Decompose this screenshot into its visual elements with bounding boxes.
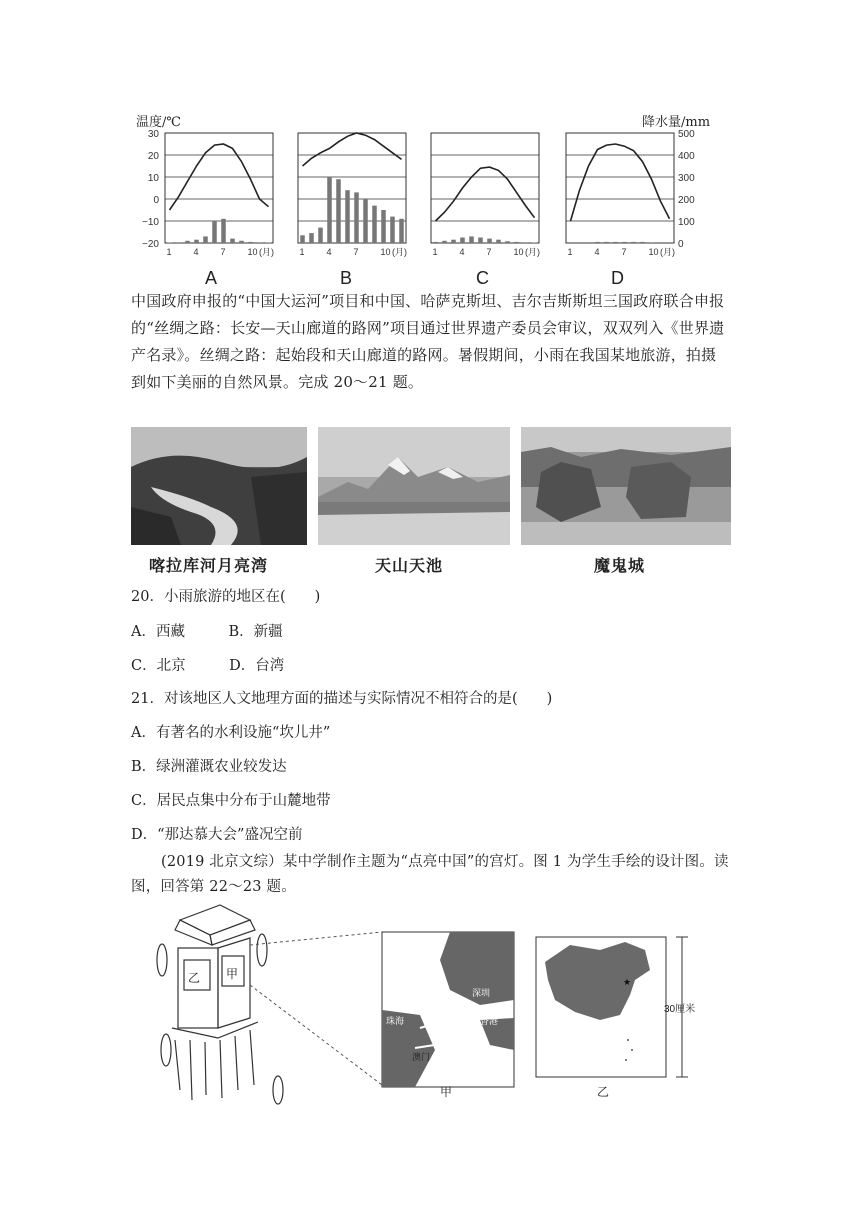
precip-bar bbox=[248, 242, 253, 243]
precip-bar bbox=[451, 240, 456, 243]
photo-devil-city bbox=[521, 427, 731, 545]
precip-bar bbox=[595, 242, 600, 243]
precip-bar bbox=[318, 228, 323, 243]
precip-bar bbox=[478, 238, 483, 244]
svg-text:★: ★ bbox=[623, 977, 632, 987]
temperature-line bbox=[571, 144, 670, 221]
chart-frame bbox=[298, 133, 406, 243]
temperature-line bbox=[436, 167, 535, 221]
photo-caption-tianchi: 天山天池 bbox=[375, 556, 444, 575]
precipitation-tick-label: 0 bbox=[678, 239, 684, 250]
month-tick-label: 4 bbox=[193, 247, 199, 257]
month-unit-label: (月) bbox=[392, 247, 407, 257]
question-20-options-ab: A．西藏 B．新疆 bbox=[131, 624, 283, 640]
month-tick-label: 4 bbox=[326, 247, 332, 257]
month-unit-label: (月) bbox=[259, 247, 274, 257]
temperature-tick-label: −10 bbox=[142, 217, 159, 228]
precip-bar bbox=[230, 239, 235, 243]
month-tick-label: 7 bbox=[353, 247, 359, 257]
month-tick-label: 10 bbox=[380, 247, 391, 257]
temperature-tick-label: 10 bbox=[147, 173, 159, 184]
temperature-tick-label: 20 bbox=[147, 151, 159, 162]
precip-bar bbox=[309, 233, 314, 243]
precipitation-tick-label: 200 bbox=[678, 195, 695, 206]
precip-bar bbox=[176, 242, 181, 243]
photo-tianchi-lake bbox=[318, 427, 510, 545]
month-tick-label: 7 bbox=[220, 247, 226, 257]
precip-bar bbox=[649, 242, 654, 243]
question-21-option-a: A．有著名的水利设施“坎儿井” bbox=[131, 725, 331, 741]
question-21-option-d: D．“那达慕大会”盛况空前 bbox=[131, 827, 303, 843]
month-tick-label: 1 bbox=[166, 247, 172, 257]
chart-frame bbox=[165, 133, 273, 243]
question-20-options-cd: C．北京 D．台湾 bbox=[131, 658, 285, 674]
precip-bar bbox=[327, 177, 332, 243]
climate-charts bbox=[125, 125, 725, 265]
precip-bar bbox=[336, 179, 341, 243]
intro-paragraph: 中国政府申报的“中国大运河”项目和中国、哈萨克斯坦、吉尔吉斯斯坦三国政府联合申报的“丝绸之路：长安—天山廊道的路网”项目通过世界遗产委员会审议，双双列入《世界遗产名录》。丝绸之路：起始段和天山廊道的路网。暑假期间，小雨在我国某地旅游，拍摄到如下美丽的自然风景。完成 20～21 题。 bbox=[131, 292, 725, 391]
question-21-option-c: C．居民点集中分布于山麓地带 bbox=[131, 793, 331, 809]
lantern-drawing bbox=[157, 905, 283, 1104]
precip-bar bbox=[514, 242, 519, 243]
map-label-zhuhai: 珠海 bbox=[386, 1016, 405, 1026]
chart-frame bbox=[431, 133, 539, 243]
chart-letter-b: B bbox=[340, 268, 353, 288]
precip-bar bbox=[194, 240, 199, 243]
precip-bar bbox=[640, 242, 645, 243]
caption-jia: 甲 bbox=[440, 1085, 453, 1099]
lantern-intro-paragraph: (2019 北京文综）某中学制作主题为“点亮中国”的宫灯。图 1 为学生手绘的设计图。读图，回答第 22～23 题。 bbox=[131, 854, 729, 895]
month-unit-label: (月) bbox=[660, 247, 675, 257]
precip-bar bbox=[433, 242, 438, 243]
chart-frame bbox=[566, 133, 674, 243]
precip-bar bbox=[487, 239, 492, 243]
precip-bar bbox=[381, 210, 386, 243]
photo-caption-devil-city: 魔鬼城 bbox=[594, 556, 646, 575]
precip-bar bbox=[622, 242, 627, 243]
precip-bar bbox=[613, 242, 618, 243]
precip-bar bbox=[372, 206, 377, 243]
month-tick-label: 4 bbox=[459, 247, 465, 257]
lantern-panel-jia: 甲 bbox=[226, 967, 239, 981]
precip-bar bbox=[523, 242, 528, 243]
precip-bar bbox=[345, 190, 350, 243]
lantern-panel-yi: 乙 bbox=[188, 971, 201, 985]
precip-bar bbox=[203, 236, 208, 243]
precip-bar bbox=[363, 199, 368, 243]
precip-bar bbox=[631, 242, 636, 243]
precip-bar bbox=[442, 241, 447, 243]
precip-bar bbox=[505, 241, 510, 243]
precip-bar bbox=[496, 240, 501, 243]
precip-bar bbox=[469, 236, 474, 243]
temperature-axis-title: 温度/℃ bbox=[136, 115, 181, 130]
temperature-line bbox=[303, 133, 402, 166]
photo-caption-moon-bay: 喀拉库河月亮湾 bbox=[149, 556, 269, 575]
precip-bar bbox=[390, 217, 395, 243]
precip-bar bbox=[212, 221, 217, 243]
precipitation-tick-label: 100 bbox=[678, 217, 695, 228]
map-label-shenzhen: 深圳 bbox=[472, 988, 491, 998]
month-tick-label: 1 bbox=[299, 247, 305, 257]
precip-bar bbox=[257, 242, 262, 243]
lantern-figure bbox=[150, 900, 720, 1110]
chart-letter-d: D bbox=[611, 268, 624, 288]
photo-moon-bay bbox=[131, 427, 307, 545]
precipitation-tick-label: 300 bbox=[678, 173, 695, 184]
precip-bar bbox=[300, 235, 305, 243]
precip-bar bbox=[239, 241, 244, 243]
precipitation-tick-label: 500 bbox=[678, 129, 695, 140]
temperature-tick-label: −20 bbox=[142, 239, 159, 250]
month-tick-label: 10 bbox=[648, 247, 659, 257]
month-tick-label: 7 bbox=[621, 247, 627, 257]
question-21-stem: 21．对该地区人文地理方面的描述与实际情况不相符合的是( ) bbox=[131, 691, 553, 707]
chart-letter-c: C bbox=[476, 268, 489, 288]
precip-bar bbox=[354, 192, 359, 243]
precip-bar bbox=[221, 219, 226, 243]
chart-letter-a: A bbox=[205, 268, 218, 288]
question-21-option-b: B．绿洲灌溉农业较发达 bbox=[131, 759, 287, 775]
month-tick-label: 10 bbox=[513, 247, 524, 257]
map-label-hongkong: 香港 bbox=[480, 1016, 499, 1026]
question-20-stem: 20．小雨旅游的地区在( ) bbox=[131, 589, 321, 605]
precip-bar bbox=[604, 242, 609, 243]
month-tick-label: 7 bbox=[486, 247, 492, 257]
caption-yi: 乙 bbox=[597, 1085, 610, 1099]
month-tick-label: 1 bbox=[567, 247, 573, 257]
month-unit-label: (月) bbox=[525, 247, 540, 257]
month-tick-label: 4 bbox=[594, 247, 600, 257]
temperature-tick-label: 0 bbox=[153, 195, 159, 206]
precip-bar bbox=[399, 219, 404, 243]
precipitation-axis-title: 降水量/mm bbox=[642, 115, 711, 130]
map-label-macau: 澳门 bbox=[412, 1052, 431, 1062]
temperature-tick-label: 30 bbox=[147, 129, 159, 140]
month-tick-label: 1 bbox=[432, 247, 438, 257]
precip-bar bbox=[460, 238, 465, 244]
precipitation-tick-label: 400 bbox=[678, 151, 695, 162]
precip-bar bbox=[185, 241, 190, 243]
height-label: 30厘米 bbox=[664, 1004, 696, 1015]
month-tick-label: 10 bbox=[247, 247, 258, 257]
